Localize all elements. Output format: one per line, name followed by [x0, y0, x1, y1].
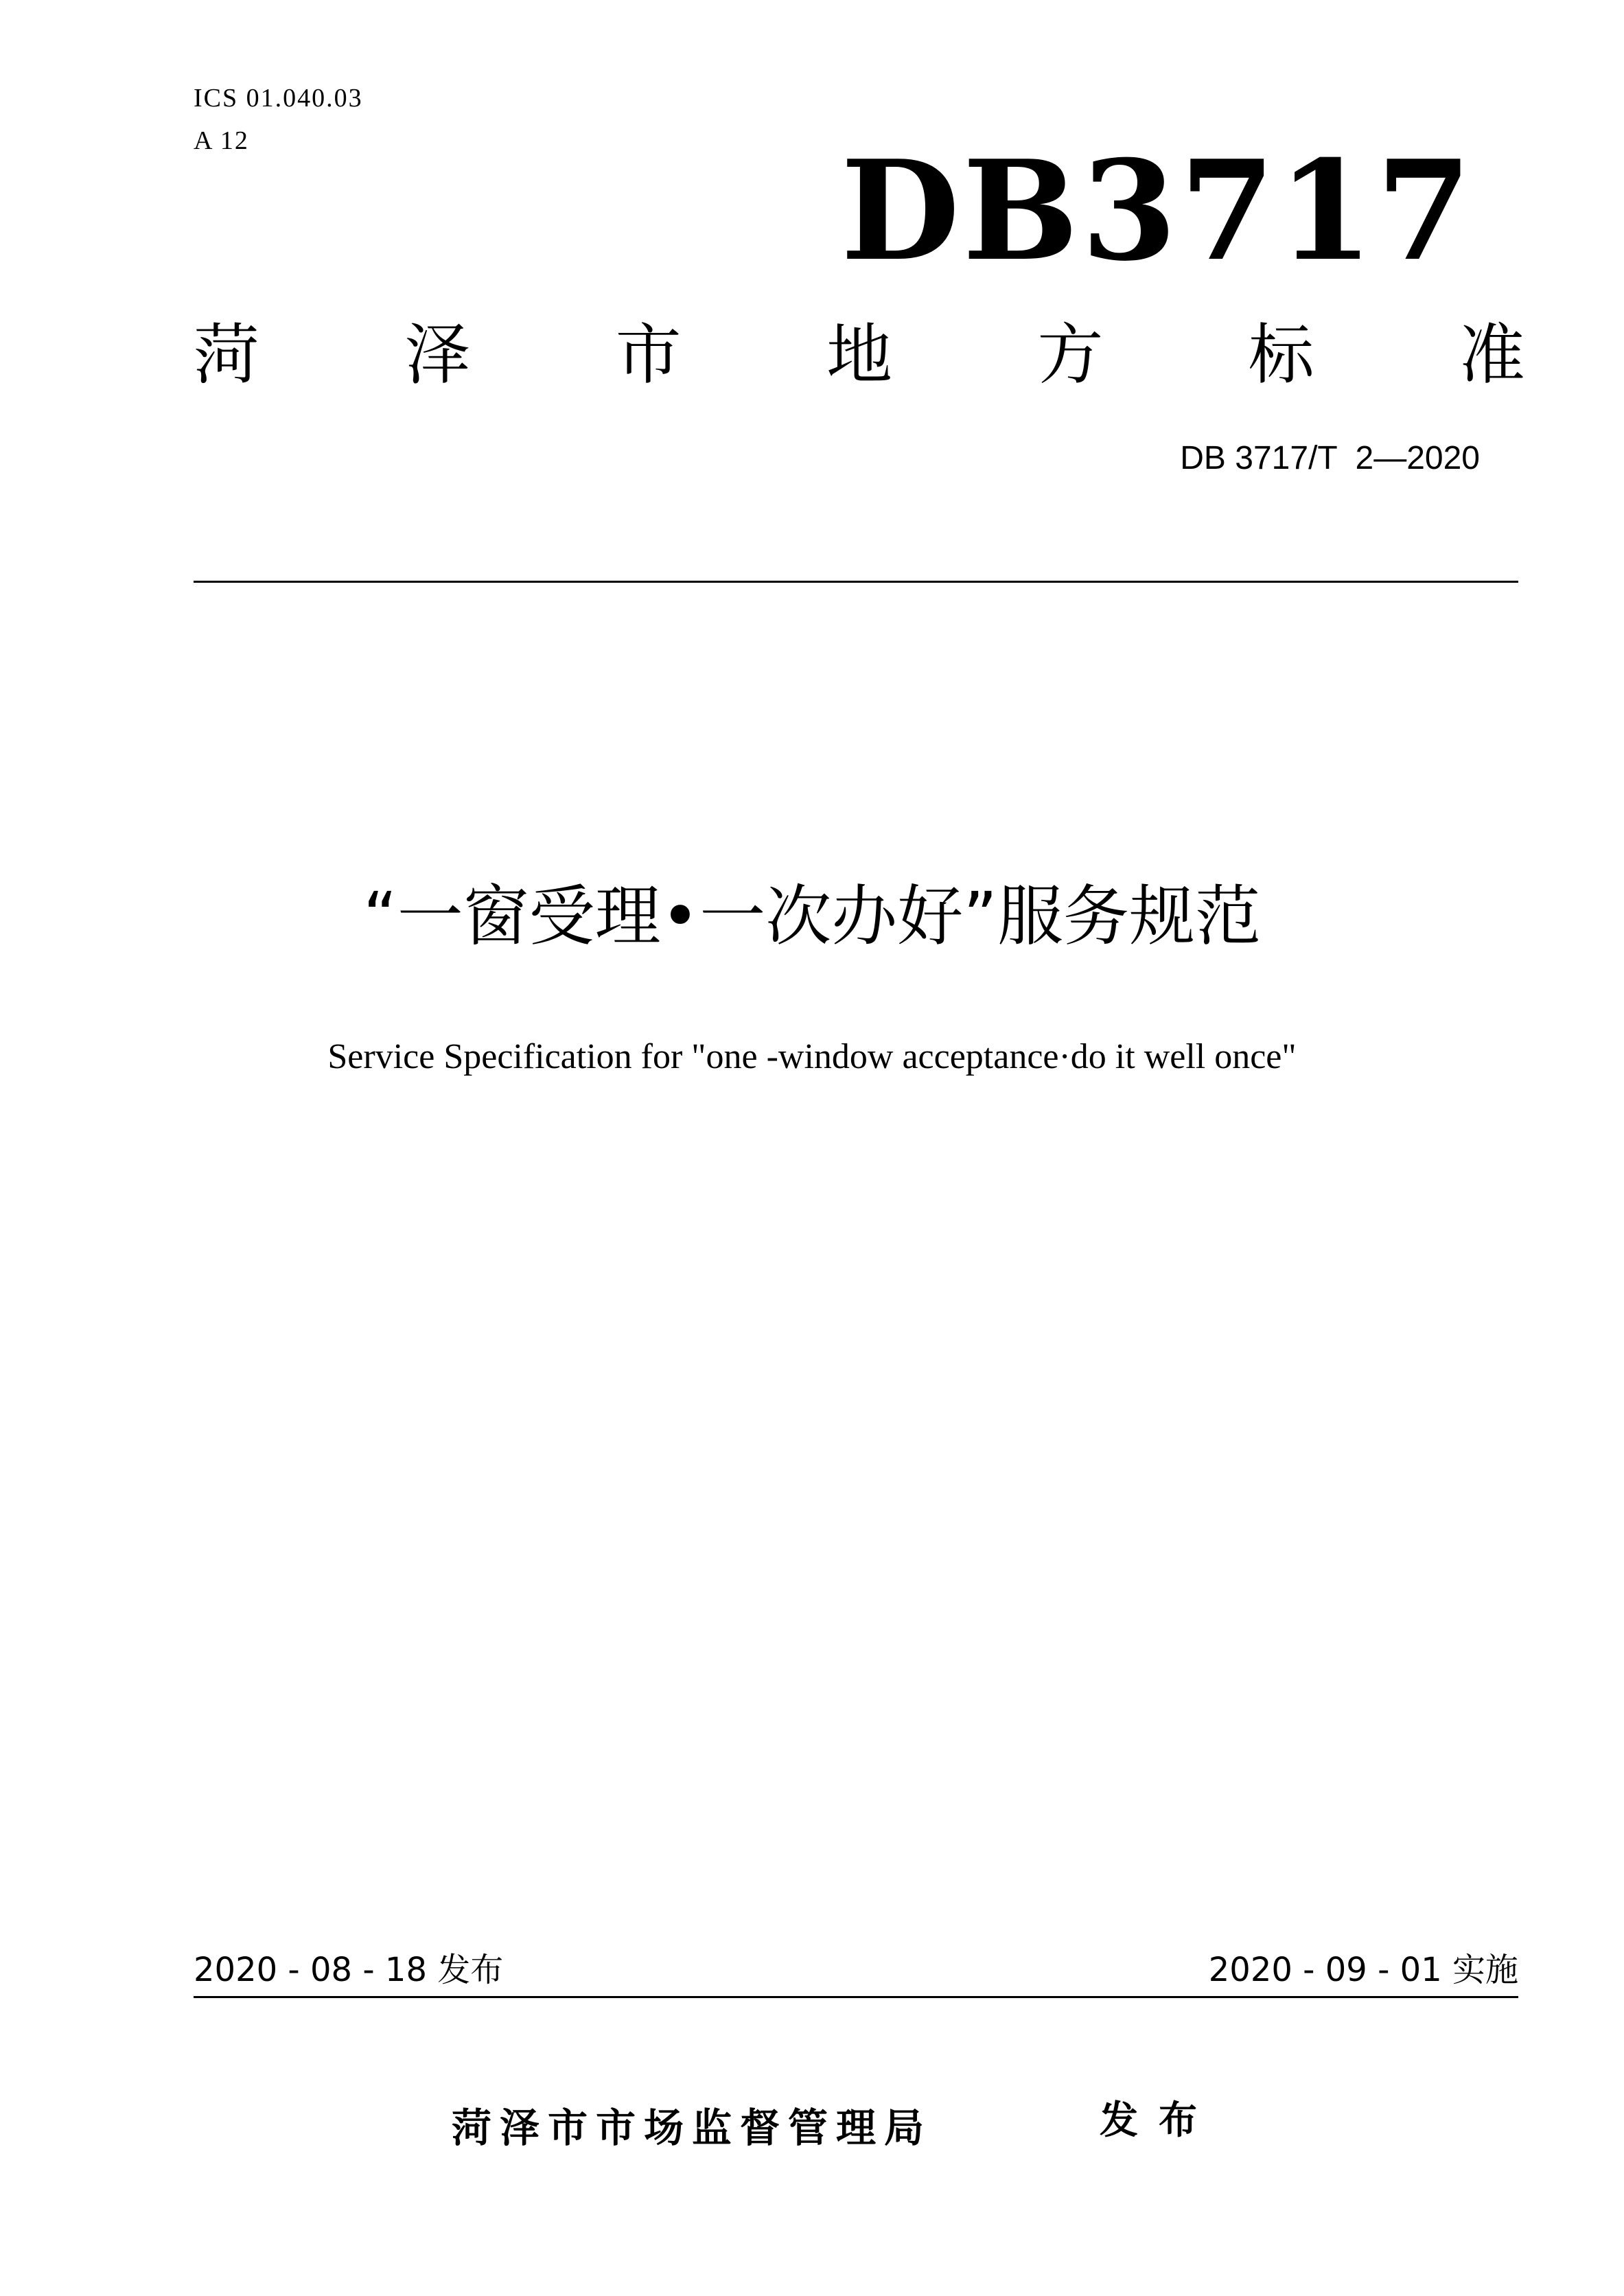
standard-type-char: 泽 [404, 316, 471, 393]
standard-type-char: 准 [1459, 316, 1525, 393]
publisher-name: 菏泽市市场监督管理局 [452, 2104, 933, 2151]
publish-label: 发布 [1100, 2098, 1218, 2143]
standard-type-char: 方 [1037, 316, 1104, 393]
standard-type-char: 菏 [194, 316, 259, 393]
standard-type-title [194, 310, 1525, 399]
db-mark: DB3717 [840, 130, 1474, 292]
ics-code: ICS 01.040.03 [194, 84, 363, 113]
classification-code: A 12 [194, 126, 249, 155]
top-divider [194, 581, 1518, 583]
standard-type-char: 市 [615, 316, 682, 393]
document-title-cn: “一窗受理•一次办好”服务规范 [362, 878, 1262, 955]
implementation-date: 2020 - 09 - 01 实施 [1208, 1951, 1518, 1989]
document-title-en: Service Specification for "one -window acceptance·do it well once" [327, 1037, 1297, 1076]
bottom-divider [194, 1996, 1518, 1998]
standard-number: DB 3717/T 2—2020 [1180, 440, 1480, 476]
standard-type-char: 地 [826, 316, 892, 393]
issue-date: 2020 - 08 - 18 发布 [194, 1951, 504, 1989]
standard-type-char: 标 [1248, 316, 1314, 393]
